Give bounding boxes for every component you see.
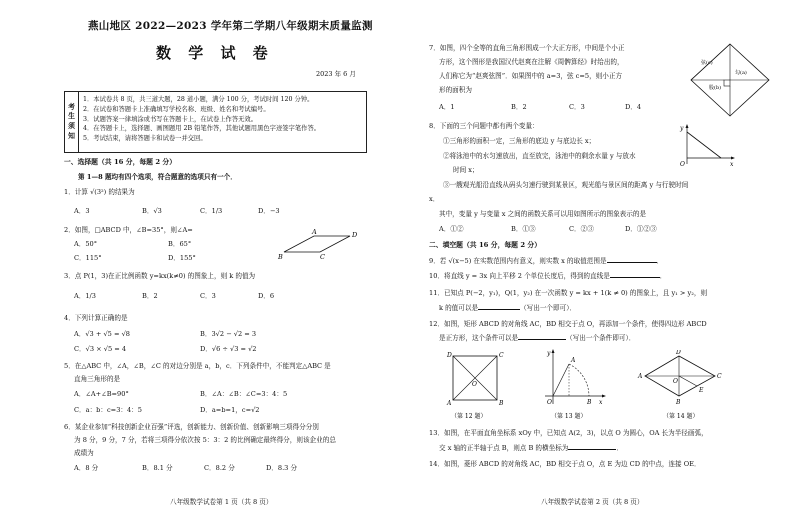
vertex-label-b: B bbox=[499, 400, 504, 407]
q3-option-c: C．3 bbox=[200, 292, 216, 300]
q8-decreasing-line-graph bbox=[675, 122, 737, 168]
origin-label: O bbox=[680, 161, 685, 168]
q7-option-d: D．4 bbox=[625, 103, 642, 111]
q6-option-b: B．8.1 分 bbox=[142, 464, 173, 472]
axis-y-label: y bbox=[547, 350, 551, 357]
vertex-label-c: C bbox=[320, 253, 325, 261]
q8-tail: 其中，变量 y 与变量 x 之间的函数关系可以用如图所示的图象表示的是 bbox=[439, 210, 647, 218]
q2-option-b: B．65° bbox=[168, 240, 192, 248]
question-12-line-2: 是正方形，这个条件可以是 （写出一个条件即可）． bbox=[439, 334, 636, 342]
q8-item-2: ②将泳池中的水匀速放出，直至放完，泳池中的剩余水量 y 与放水 bbox=[443, 152, 636, 160]
vertex-label-b: B bbox=[676, 399, 681, 406]
q8-option-c: C．②③ bbox=[569, 225, 594, 233]
vertex-label-c: C bbox=[717, 373, 722, 380]
page-footer: 八年级数学试卷第 1 页（共 8 页） bbox=[170, 498, 273, 506]
vertex-label-d: D bbox=[676, 350, 681, 356]
point-label-b: B bbox=[587, 399, 592, 406]
question-7-line-4: 形的面积为 bbox=[439, 86, 472, 94]
point-label-e: E bbox=[699, 387, 704, 394]
notice-label-char: 须 bbox=[68, 122, 75, 130]
vertex-label-d: D bbox=[447, 352, 452, 359]
figure-14-rhombus bbox=[635, 350, 725, 422]
axis-x-label: x bbox=[730, 161, 734, 168]
page-footer: 八年级数学试卷第 2 页（共 8 页） bbox=[541, 498, 644, 506]
zhao-shuang-chord-figure bbox=[687, 42, 773, 118]
label-gou: 勾(a) bbox=[735, 70, 747, 76]
question-5-line-1: 5．在△ABC 中，∠A，∠B，∠C 的对边分别是 a，b，c．下列条件中，不能判定△ABC 是 bbox=[64, 362, 331, 370]
q4-option-a: A．√3 + √5 = √8 bbox=[74, 330, 130, 338]
notice-list bbox=[83, 95, 320, 144]
answer-blank[interactable] bbox=[610, 277, 660, 278]
axis-x-label: x bbox=[599, 399, 603, 406]
question-6-line-2: 为 8 分，9 分，7 分，若将三项得分依次按 5：3：2 的比例确定最终得分，则该企业的总 bbox=[74, 436, 336, 444]
q4-option-b: B．3√2 − √2 = 3 bbox=[200, 330, 257, 338]
figure-12-caption: （第 12 题） bbox=[451, 413, 487, 420]
q4-option-c: C．√3 × √5 = 4 bbox=[74, 345, 127, 353]
question-4: 4．下列计算正确的是 bbox=[64, 314, 128, 322]
vertex-label-a: A bbox=[447, 400, 452, 407]
q6-option-c: C．8.2 分 bbox=[204, 464, 235, 472]
label-hypotenuse: 弦(c) bbox=[701, 60, 713, 66]
exam-page-2 bbox=[397, 0, 794, 523]
q1-option-a: A．3 bbox=[74, 207, 90, 215]
q1-option-d: D．−3 bbox=[258, 207, 280, 215]
vertex-label-a: A bbox=[312, 228, 317, 236]
q5-option-d: D．a=b=1，c=√2 bbox=[200, 406, 260, 414]
center-label-o: O bbox=[673, 378, 678, 385]
candidate-notice-box bbox=[64, 91, 367, 153]
q8-item-3-cont: x． bbox=[429, 195, 440, 203]
decreasing-line bbox=[687, 132, 721, 158]
question-7-line-3: 人们称它为“赵爽弦图”．如果图中的 a=3，弦 c=5，则小正方 bbox=[439, 72, 623, 80]
question-8: 8．下面的三个问题中都有两个变量： bbox=[429, 122, 539, 130]
q8-item-2-cont: 时间 x； bbox=[453, 166, 479, 174]
question-11-line-1: 11．已知点 P(−2，y₁)，Q(1，y₂) 在一次函数 y = kx + 1(k ≠ 0) 的图象上，且 y₁ > y₂，则 bbox=[429, 289, 708, 297]
parallelogram-figure bbox=[274, 228, 360, 262]
question-9: 9．若 √(x−5) 在实数范围内有意义，则实数 x 的取值范围是 ． bbox=[429, 257, 664, 265]
answer-blank[interactable] bbox=[518, 339, 566, 340]
notice-item: 3．试题答案一律填涂或书写在答题卡上，在试卷上作答无效。 bbox=[83, 115, 258, 123]
q5-option-b: B．∠A：∠B：∠C=3：4：5 bbox=[200, 390, 288, 398]
figure-14-caption: （第 14 题） bbox=[663, 413, 699, 420]
q8-option-b: B．①③ bbox=[511, 225, 536, 233]
vertex-label-d: D bbox=[352, 231, 358, 239]
axis-y-label: y bbox=[680, 125, 684, 132]
question-6-line-3: 成绩为 bbox=[74, 449, 94, 457]
q8-item-1: ①三角形的面积一定，三角形的底边 y 与底边长 x； bbox=[443, 137, 596, 145]
notice-label-char: 生 bbox=[68, 112, 75, 121]
label-gu: 股(b) bbox=[709, 85, 722, 91]
q5-option-c: C．a：b：c=3：4：5 bbox=[74, 406, 142, 414]
q5-option-a: A．∠A+∠B=90° bbox=[74, 390, 129, 398]
q6-option-d: D．8.3 分 bbox=[266, 464, 298, 472]
question-10: 10．将直线 y = 3x 向上平移 2 个单位长度后，得到的直线是 ． bbox=[429, 272, 667, 280]
parallelogram-shape bbox=[284, 236, 350, 252]
point-label-a: A bbox=[571, 357, 576, 364]
notice-label-char: 知 bbox=[68, 131, 75, 140]
q4-option-d: D．√6 ÷ √3 = √2 bbox=[200, 345, 257, 353]
q2-option-c: C．115° bbox=[74, 254, 102, 262]
notice-label-char: 考 bbox=[68, 102, 75, 111]
figure-13-caption: （第 13 题） bbox=[551, 413, 587, 420]
q7-option-b: B．2 bbox=[511, 103, 527, 111]
vertex-label-b: B bbox=[278, 253, 283, 261]
answer-blank[interactable] bbox=[568, 449, 616, 450]
figure-13-coordinate-plane bbox=[539, 346, 609, 422]
arc-ab bbox=[569, 364, 589, 396]
q8-item-3: ③一艘观光船沿直线从码头匀速行驶到某景区，观光船与景区间的距离 y 与行驶时间 bbox=[443, 181, 689, 189]
segment-oa bbox=[553, 364, 569, 396]
inner-square bbox=[724, 80, 730, 86]
q8-option-a: A．①② bbox=[439, 225, 464, 233]
q1-option-c: C．1/3 bbox=[200, 207, 223, 215]
q7-option-a: A．1 bbox=[439, 103, 455, 111]
section-1-hint: 第 1—8 题均有四个选项，符合题意的选项只有一个． bbox=[78, 173, 237, 181]
origin-label: O bbox=[547, 399, 552, 406]
exam-subtitle: 数 学 试 卷 bbox=[156, 44, 274, 62]
section-1-heading: 一、选择题（共 16 分，每题 2 分） bbox=[64, 158, 177, 166]
question-7-line-1: 7．如图，四个全等的直角三角形围成一个大正方形，中间是个小正 bbox=[429, 44, 625, 52]
question-12-line-1: 12．如图，矩形 ABCD 的对角线 AC，BD 相交于点 O，再添加一个条件，使得四边形 ABCD bbox=[429, 320, 707, 328]
question-14: 14．如图，菱形 ABCD 的对角线 AC，BD 相交于点 O，点 E 为边 CD 的中点，连接 OE． bbox=[429, 460, 701, 468]
question-1: 1．计算 √(3²) 的结果为 bbox=[64, 188, 135, 196]
notice-item: 4．在答题卡上，选择题、画图题用 2B 铅笔作答，其他试题用黑色字迹签字笔作答。 bbox=[83, 125, 321, 133]
notice-label bbox=[65, 92, 79, 152]
exam-title: 燕山地区 2022—2023 学年第二学期八年级期末质量监测 bbox=[88, 20, 373, 32]
notice-item: 2．在试卷和答题卡上准确填写学校名称、班级、姓名和考试编号。 bbox=[83, 105, 270, 113]
question-13-line-1: 13．如图，在平面直角坐标系 xOy 中，已知点 A(2，3)，以点 O 为圆心，OA 长为半径画弧， bbox=[429, 429, 708, 437]
q7-option-c: C．3 bbox=[569, 103, 585, 111]
q3-option-a: A．1/3 bbox=[74, 292, 96, 300]
answer-blank[interactable] bbox=[607, 262, 657, 263]
question-5-line-2: 直角三角形的是 bbox=[74, 375, 121, 383]
notice-item: 1．本试卷共 8 页，共三道大题，28 道小题，满分 100 分，考试时间 120 分钟。 bbox=[83, 96, 314, 103]
vertex-label-a: A bbox=[638, 373, 643, 380]
question-3: 3．点 P(1，3)在正比例函数 y=kx(k≠0) 的图象上，则 k 的值为 bbox=[64, 272, 256, 280]
q8-option-d: D．①②③ bbox=[625, 225, 657, 233]
exam-date: 2023 年 6 月 bbox=[316, 70, 356, 78]
q6-option-a: A．8 分 bbox=[74, 464, 99, 472]
question-13-line-2: 交 x 轴的正半轴于点 B，则点 B 的横坐标为 ． bbox=[439, 444, 623, 452]
question-7-line-2: 方形，这个图形是我国汉代赵爽在注解《周髀算经》时给出的， bbox=[439, 58, 624, 66]
segment-oe bbox=[679, 376, 697, 386]
q2-option-a: A．50° bbox=[74, 240, 98, 248]
q3-option-d: D．6 bbox=[258, 292, 275, 300]
vertex-label-c: C bbox=[499, 352, 504, 359]
section-2-heading: 二、填空题（共 16 分，每题 2 分） bbox=[429, 241, 542, 249]
q2-option-d: D．155° bbox=[168, 254, 196, 262]
center-label-o: O bbox=[472, 381, 477, 388]
figure-12-rectangle bbox=[445, 350, 505, 422]
question-6-line-1: 6．某企业参加“科技创新企业百强”评选，创新能力、创新价值、创新影响三项得分分别 bbox=[64, 423, 319, 431]
q1-option-b: B．√3 bbox=[142, 207, 162, 215]
question-2: 2．如图，□ABCD 中，∠B=35°，则∠A= bbox=[64, 226, 193, 234]
question-11-line-2: k 的值可以是 （写出一个即可）． bbox=[439, 304, 577, 312]
notice-item: 5．考试结束，请将答题卡和试卷一并交回。 bbox=[83, 135, 207, 142]
q3-option-b: B．2 bbox=[142, 292, 158, 300]
answer-blank[interactable] bbox=[478, 309, 520, 310]
